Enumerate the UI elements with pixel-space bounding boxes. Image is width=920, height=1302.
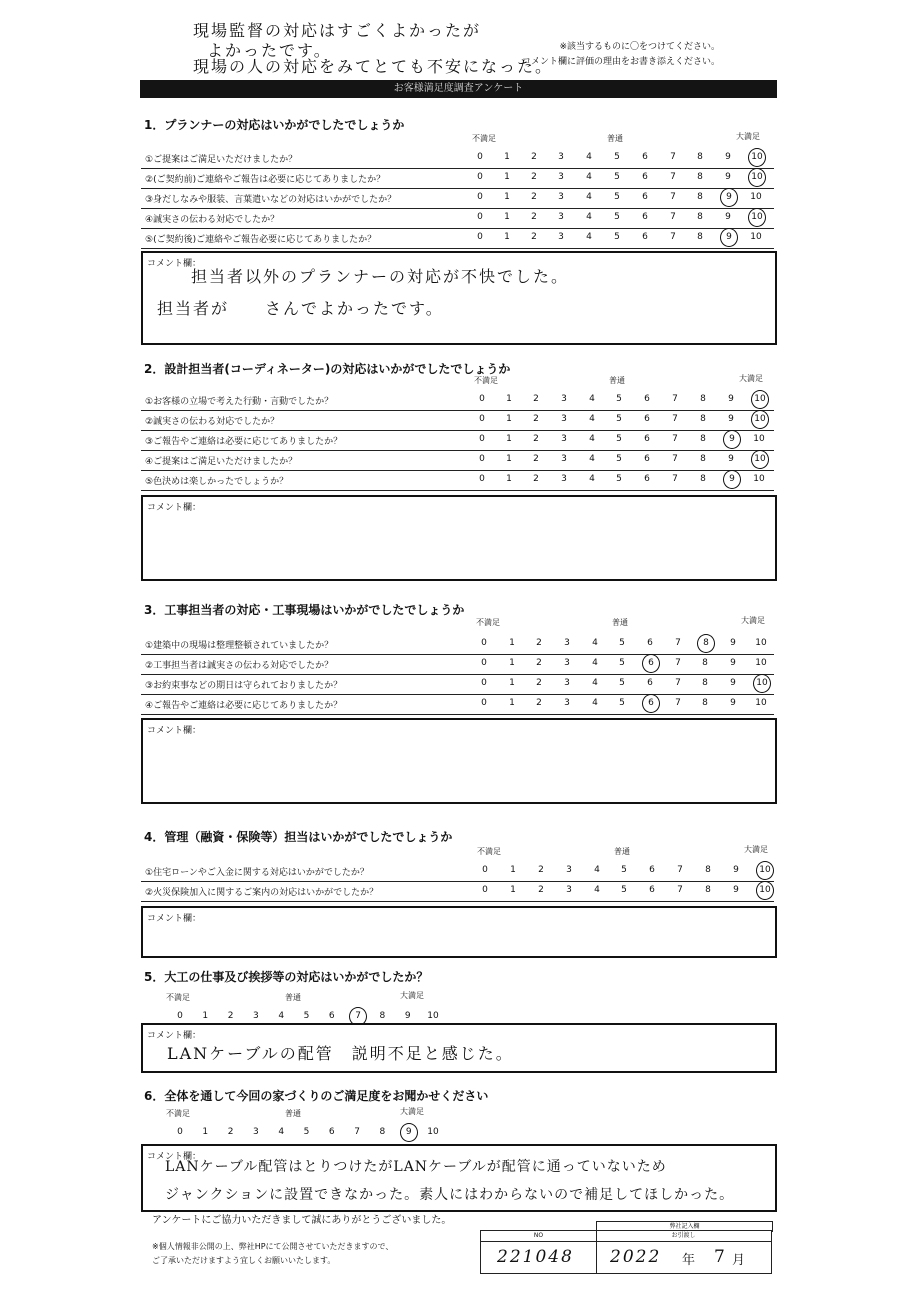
section-2-question-row [141,430,774,451]
rating-option[interactable]: 9 [720,228,738,247]
office-use-header: 弊社記入欄 [596,1221,773,1232]
section-6-scale-low: 不満足 [166,1109,190,1118]
rating-option[interactable]: 8 [697,212,703,222]
rating-option[interactable]: 1 [509,698,515,708]
rating-option[interactable]: 0 [479,434,485,444]
rating-option[interactable]: 6 [328,1127,335,1137]
rating-option[interactable]: 2 [531,232,537,242]
rating-option[interactable]: 8 [697,634,715,653]
section-3-scale-high: 大満足 [741,616,765,625]
rating-option[interactable]: 3 [558,152,564,162]
rating-option[interactable]: 4 [278,1011,285,1021]
rating-option[interactable]: 4 [589,394,595,404]
rating-option[interactable]: 6 [649,885,655,895]
rating-option[interactable]: 5 [614,152,620,162]
rating-option[interactable]: 4 [592,698,598,708]
section-5-comment-label: コメント欄： [147,1031,202,1041]
rating-option[interactable]: 7 [354,1127,360,1137]
section-5-comment-box[interactable] [141,1023,777,1073]
question-label: ⑤色決めは楽しかったでしょうか？ [145,477,289,487]
rating-option[interactable]: 10 [756,861,774,880]
rating-option[interactable]: 6 [644,414,650,424]
question-label: ①お客様の立場で考えた行動・言動でしたか？ [145,397,334,407]
section-2-question-row [141,410,774,431]
rating-option[interactable]: 10 [753,434,765,444]
rating-option[interactable]: 7 [672,474,678,484]
rating-option[interactable]: 10 [748,208,766,227]
office-month-value: 7 [714,1247,727,1267]
rating-option[interactable]: 6 [644,394,650,404]
rating-option[interactable]: 2 [227,1011,234,1021]
rating-option[interactable]: 0 [482,865,488,875]
section-2-scale-high: 大満足 [739,374,763,383]
rating-option[interactable]: 8 [700,434,706,444]
rating-option[interactable]: 1 [509,678,515,688]
rating-option[interactable]: 5 [616,394,622,404]
rating-option[interactable]: 3 [561,434,567,444]
section-1-question-row [141,188,774,209]
comment-label: コメント欄： [147,503,202,513]
rating-option[interactable]: 0 [477,172,483,182]
section-1-scale-high: 大満足 [736,132,760,141]
rating-option[interactable]: 0 [479,394,485,404]
rating-option[interactable]: 3 [561,454,567,464]
rating-option[interactable]: 5 [616,434,622,444]
rating-option[interactable]: 3 [566,885,572,895]
rating-option[interactable]: 0 [479,454,485,464]
rating-option[interactable]: 1 [504,232,510,242]
question-label: ①ご提案はご満足いただけましたか？ [145,155,298,165]
rating-option[interactable]: 1 [510,885,516,895]
rating-option[interactable]: 9 [730,698,736,708]
rating-option[interactable]: 10 [753,674,771,693]
office-delivery-label: お引渡し [596,1231,771,1242]
rating-option[interactable]: 6 [644,474,650,484]
comment-label: コメント欄： [147,914,202,924]
office-month-unit: 月 [732,1253,746,1268]
rating-option[interactable]: 0 [477,232,483,242]
rating-option[interactable]: 2 [227,1127,234,1137]
rating-option[interactable]: 4 [592,678,598,688]
rating-option[interactable]: 2 [531,212,537,222]
question-label: ⑤(ご契約後)ご連絡やご報告必要に応じてありましたか？ [145,235,377,245]
rating-option[interactable]: 0 [479,414,485,424]
rating-option[interactable]: 7 [670,232,676,242]
rating-option[interactable]: 7 [672,454,678,464]
section-3-scale-low: 不満足 [476,618,500,627]
rating-option[interactable]: 8 [700,394,706,404]
rating-option[interactable]: 4 [592,638,598,648]
rating-option[interactable]: 0 [177,1127,183,1137]
rating-option[interactable]: 8 [379,1011,386,1021]
rating-option[interactable]: 4 [594,865,600,875]
rating-option[interactable]: 1 [504,172,510,182]
rating-option[interactable]: 5 [621,865,627,875]
rating-option[interactable]: 7 [672,394,678,404]
rating-option[interactable]: 6 [642,152,648,162]
rating-option[interactable]: 3 [561,414,567,424]
question-label: ③身だしなみや服装、言葉遣いなどの対応はいかがでしたか？ [145,195,397,205]
section-2-question-row [141,470,774,491]
question-label: ③ご報告やご連絡は必要に応じてありましたか？ [145,437,343,447]
rating-option[interactable]: 8 [700,454,706,464]
rating-option[interactable]: 3 [558,192,564,202]
office-year-unit: 年 [682,1253,696,1268]
section-2-question-row [141,390,774,411]
rating-option[interactable]: 1 [504,212,510,222]
rating-option[interactable]: 9 [733,885,739,895]
rating-option[interactable]: 2 [533,434,539,444]
rating-option[interactable]: 9 [725,212,731,222]
section-5-scale-high: 大満足 [400,991,424,1000]
rating-option[interactable]: 6 [644,434,650,444]
rating-option[interactable]: 10 [751,410,769,429]
rating-option[interactable]: 9 [730,678,736,688]
rating-option[interactable]: 9 [733,865,739,875]
rating-option[interactable]: 1 [509,658,515,668]
rating-option[interactable]: 7 [675,658,681,668]
rating-option[interactable]: 4 [586,212,592,222]
section-5-comment-line-1: LANケーブルの配管 説明不足と感じた。 [167,1044,514,1063]
rating-option[interactable]: 1 [504,192,510,202]
rating-option[interactable]: 6 [642,694,660,713]
rating-option[interactable]: 10 [755,698,767,708]
rating-option[interactable]: 1 [506,474,512,484]
rating-option[interactable]: 5 [619,638,625,648]
comment-handwriting-line: よかったです。 [207,41,332,60]
section-1-question-row [141,148,774,169]
section-4-question-row [141,881,774,902]
rating-option[interactable]: 6 [649,865,655,875]
rating-option[interactable]: 10 [753,474,765,484]
rating-option[interactable]: 2 [531,192,537,202]
rating-option[interactable]: 4 [589,434,595,444]
rating-option[interactable]: 0 [477,152,483,162]
office-use-box [480,1223,772,1274]
rating-option[interactable]: 3 [566,865,572,875]
rating-option[interactable]: 0 [479,474,485,484]
rating-option[interactable]: 8 [697,152,703,162]
rating-option[interactable]: 3 [564,678,570,688]
office-delivery-cell [596,1241,771,1273]
rating-option[interactable]: 5 [621,885,627,895]
rating-option[interactable]: 8 [697,232,703,242]
rating-option[interactable]: 8 [705,885,711,895]
rating-option[interactable]: 4 [586,172,592,182]
section-3-question-row [141,634,774,655]
rating-option[interactable]: 2 [533,414,539,424]
section-3-scale-mid: 普通 [612,618,628,627]
rating-option[interactable]: 1 [504,152,510,162]
rating-option[interactable]: 4 [589,414,595,424]
rating-option[interactable]: 8 [702,658,708,668]
section-6-scale-mid: 普通 [285,1109,301,1118]
rating-option[interactable]: 2 [531,172,537,182]
rating-option[interactable]: 7 [670,172,676,182]
rating-option[interactable]: 0 [477,192,483,202]
rating-option[interactable]: 3 [561,394,567,404]
rating-option[interactable]: 2 [533,454,539,464]
section-4-comment-box[interactable] [141,906,777,958]
office-no-value: 221048 [497,1247,574,1267]
question-label: ②誠実さの伝わる対応でしたか？ [145,417,280,427]
section-5-scale-mid: 普通 [285,993,301,1002]
rating-option[interactable]: 3 [564,658,570,668]
privacy-note [152,1240,393,1268]
rating-option[interactable]: 8 [705,865,711,875]
rating-option[interactable]: 4 [589,454,595,464]
rating-option[interactable]: 7 [670,212,676,222]
privacy-note-line-1: ※個人情報非公開の上、弊社HPにて公開させていただきますので、 [152,1242,394,1251]
rating-option[interactable]: 5 [303,1127,310,1137]
rating-option[interactable]: 6 [328,1011,335,1021]
rating-option[interactable]: 10 [755,658,767,668]
rating-option[interactable]: 9 [730,658,736,668]
rating-option[interactable]: 1 [506,454,512,464]
rating-option[interactable]: 1 [506,414,512,424]
rating-option[interactable]: 5 [616,474,622,484]
rating-option[interactable]: 9 [725,152,731,162]
section-4-scale-mid: 普通 [614,847,630,856]
comment-handwriting-line: 現場の人の対応をみてとても不安になった。 [193,57,554,76]
rating-option[interactable]: 9 [730,638,736,648]
rating-option[interactable]: 7 [675,638,681,648]
section-5-scale-low: 不満足 [166,993,190,1002]
section-2-scale-low: 不満足 [474,376,498,385]
rating-option[interactable]: 5 [303,1011,310,1021]
question-label: ②火災保険加入に関するご案内の対応はいかがでしたか？ [145,888,379,898]
section-6-title: 6．全体を通して今回の家づくりのご満足度をお聞かせください [144,1089,489,1103]
section-4-scale-low: 不満足 [477,847,501,856]
office-no-label: NO [481,1231,597,1242]
comment-label: コメント欄： [147,259,202,269]
rating-option[interactable]: 5 [614,212,620,222]
rating-option[interactable]: 8 [379,1127,386,1137]
section-6-scale-high: 大満足 [400,1107,424,1116]
rating-option[interactable]: 0 [477,212,483,222]
section-1-scale-mid: 普通 [607,134,623,143]
rating-option[interactable]: 6 [642,232,648,242]
rating-option[interactable]: 1 [202,1011,209,1021]
rating-option[interactable]: 2 [536,698,542,708]
rating-option[interactable]: 3 [558,212,564,222]
thanks-message: アンケートにご協力いただきまして誠にありがとうございました。 [152,1215,452,1226]
rating-option[interactable]: 6 [647,678,653,688]
section-6-comment-box[interactable] [141,1144,777,1212]
rating-option[interactable]: 8 [702,678,708,688]
question-label: ④誠実さの伝わる対応でしたか？ [145,215,280,225]
section-4-question-row [141,861,774,882]
rating-option[interactable]: 4 [586,152,592,162]
question-label: ①建築中の現場は整理整頓されていましたか？ [145,641,334,651]
rating-option[interactable]: 9 [400,1123,418,1142]
office-year-value: 2022 [610,1247,662,1267]
rating-option[interactable]: 5 [619,678,625,688]
note-line-2: コメント欄に評価の理由をお書き添えください。 [521,57,720,67]
rating-option[interactable]: 5 [614,232,620,242]
rating-option[interactable]: 6 [642,654,660,673]
section-1-question-row [141,168,774,189]
section-1-comment-box[interactable] [141,251,777,345]
rating-option[interactable]: 7 [677,885,683,895]
comment-handwriting-line: 担当者以外のプランナーの対応が不快でした。 [191,267,570,286]
rating-option[interactable]: 2 [533,394,539,404]
privacy-note-line-2: ご了承いただけますよう宜しくお願いいたします。 [152,1256,336,1265]
rating-option[interactable]: 6 [642,212,648,222]
section-3-question-row [141,674,774,695]
rating-option[interactable]: 1 [509,638,515,648]
rating-option[interactable]: 10 [751,450,769,469]
rating-option[interactable]: 5 [619,698,625,708]
rating-option[interactable]: 9 [728,414,734,424]
rating-option[interactable]: 0 [482,885,488,895]
rating-option[interactable]: 5 [616,454,622,464]
question-label: ④ご提案はご満足いただけましたか？ [145,457,298,467]
section-5-title: 5．大工の仕事及び挨拶等の対応はいかがでしたか？ [144,970,429,984]
rating-option[interactable]: 4 [592,658,598,668]
section-3-question-row [141,694,774,715]
rating-option[interactable]: 4 [594,885,600,895]
rating-option[interactable]: 9 [728,394,734,404]
section-2-question-row [141,450,774,471]
rating-option[interactable]: 8 [700,414,706,424]
rating-option[interactable]: 7 [677,865,683,875]
survey-title-banner: お客様満足度調査アンケート [140,80,777,98]
question-label: ②工事担当者は誠実さの伝わる対応でしたか？ [145,661,334,671]
section-1-scale-low: 不満足 [472,134,496,143]
rating-option[interactable]: 8 [702,698,708,708]
section-1-question-row [141,208,774,229]
rating-option[interactable]: 3 [561,474,567,484]
rating-option[interactable]: 3 [564,698,570,708]
rating-option[interactable]: 4 [586,232,592,242]
section-6-comment-label: コメント欄： [147,1152,202,1162]
rating-option[interactable]: 8 [697,172,703,182]
rating-option[interactable]: 9 [723,430,741,449]
rating-option[interactable]: 7 [672,434,678,444]
rating-option[interactable]: 2 [531,152,537,162]
rating-option[interactable]: 10 [748,168,766,187]
rating-option[interactable]: 0 [481,638,487,648]
rating-option[interactable]: 10 [750,232,762,242]
rating-option[interactable]: 6 [642,192,648,202]
section-1-question-row [141,228,774,249]
rating-option[interactable]: 4 [586,192,592,202]
rating-option[interactable]: 9 [723,470,741,489]
question-label: ④ご報告やご連絡は必要に応じてありましたか？ [145,701,343,711]
rating-option[interactable]: 1 [506,394,512,404]
comment-label: コメント欄： [147,726,202,736]
rating-option[interactable]: 2 [536,658,542,668]
office-no-cell [481,1241,597,1273]
note-line-1: ※該当するものに〇をつけてください。 [559,42,720,52]
rating-option[interactable]: 1 [510,865,516,875]
rating-option[interactable]: 9 [720,188,738,207]
section-4-scale-high: 大満足 [744,845,768,854]
rating-option[interactable]: 3 [564,638,570,648]
rating-option[interactable]: 8 [700,474,706,484]
rating-option[interactable]: 5 [614,172,620,182]
section-1-title: 1．プランナーの対応はいかがでしたでしょうか [144,118,405,132]
rating-option[interactable]: 10 [750,192,762,202]
rating-option[interactable]: 9 [725,172,731,182]
rating-option[interactable]: 5 [614,192,620,202]
comment-handwriting-line: 担当者が さんでよかったです。 [157,299,444,318]
rating-option[interactable]: 6 [644,454,650,464]
rating-option[interactable]: 7 [672,414,678,424]
rating-option[interactable]: 10 [427,1127,439,1137]
rating-option[interactable]: 0 [481,658,487,668]
rating-option[interactable]: 7 [349,1007,367,1026]
rating-option[interactable]: 3 [253,1011,259,1021]
rating-option[interactable]: 0 [481,678,487,688]
rating-option[interactable]: 7 [675,698,681,708]
section-4-title: 4．管理（融資・保険等）担当はいかがでしたでしょうか [144,830,453,844]
rating-option[interactable]: 2 [533,474,539,484]
rating-option[interactable]: 3 [558,172,564,182]
rating-option[interactable]: 4 [278,1127,285,1137]
section-2-scale-mid: 普通 [609,376,625,385]
section-6-comment-line-1: LANケーブル配管はとりつけたがLANケーブルが配管に通っていないため [165,1159,667,1175]
rating-option[interactable]: 7 [675,678,681,688]
question-label: ②(ご契約前)ご連絡やご報告は必要に応じてありましたか？ [145,175,386,185]
rating-option[interactable]: 4 [589,474,595,484]
rating-option[interactable]: 10 [748,148,766,167]
rating-option[interactable]: 2 [536,678,542,688]
rating-option[interactable]: 7 [670,152,676,162]
section-6-comment-line-2: ジャンクションに設置できなかった。素人にはわからないので補足してほしかった。 [165,1187,735,1203]
section-2-title: 2．設計担当者(コーディネーター)の対応はいかがでしたでしょうか [144,362,511,376]
rating-option[interactable]: 0 [481,698,487,708]
rating-option[interactable]: 3 [558,232,564,242]
rating-option[interactable]: 2 [538,865,544,875]
rating-option[interactable]: 1 [506,434,512,444]
rating-option[interactable]: 0 [177,1011,183,1021]
rating-option[interactable]: 2 [536,638,542,648]
rating-option[interactable]: 6 [647,638,653,648]
rating-option[interactable]: 10 [751,390,769,409]
rating-option[interactable]: 10 [756,881,774,900]
rating-option[interactable]: 8 [697,192,703,202]
rating-option[interactable]: 6 [642,172,648,182]
rating-option[interactable]: 9 [728,454,734,464]
rating-option[interactable]: 7 [670,192,676,202]
question-label: ①住宅ローンやご入金に関する対応はいかがでしたか？ [145,868,369,878]
section-3-question-row [141,654,774,675]
rating-option[interactable]: 5 [616,414,622,424]
rating-option[interactable]: 3 [253,1127,259,1137]
rating-option[interactable]: 1 [202,1127,209,1137]
question-label: ③お約束事などの期日は守られておりましたか？ [145,681,343,691]
rating-option[interactable]: 10 [755,638,767,648]
rating-option[interactable]: 9 [404,1011,411,1021]
rating-option[interactable]: 2 [538,885,544,895]
section-3-title: 3．工事担当者の対応・工事現場はいかがでしたでしょうか [144,603,465,617]
rating-option[interactable]: 5 [619,658,625,668]
rating-option[interactable]: 10 [427,1011,439,1021]
comment-handwriting-line: 現場監督の対応はすごくよかったが [193,21,482,40]
